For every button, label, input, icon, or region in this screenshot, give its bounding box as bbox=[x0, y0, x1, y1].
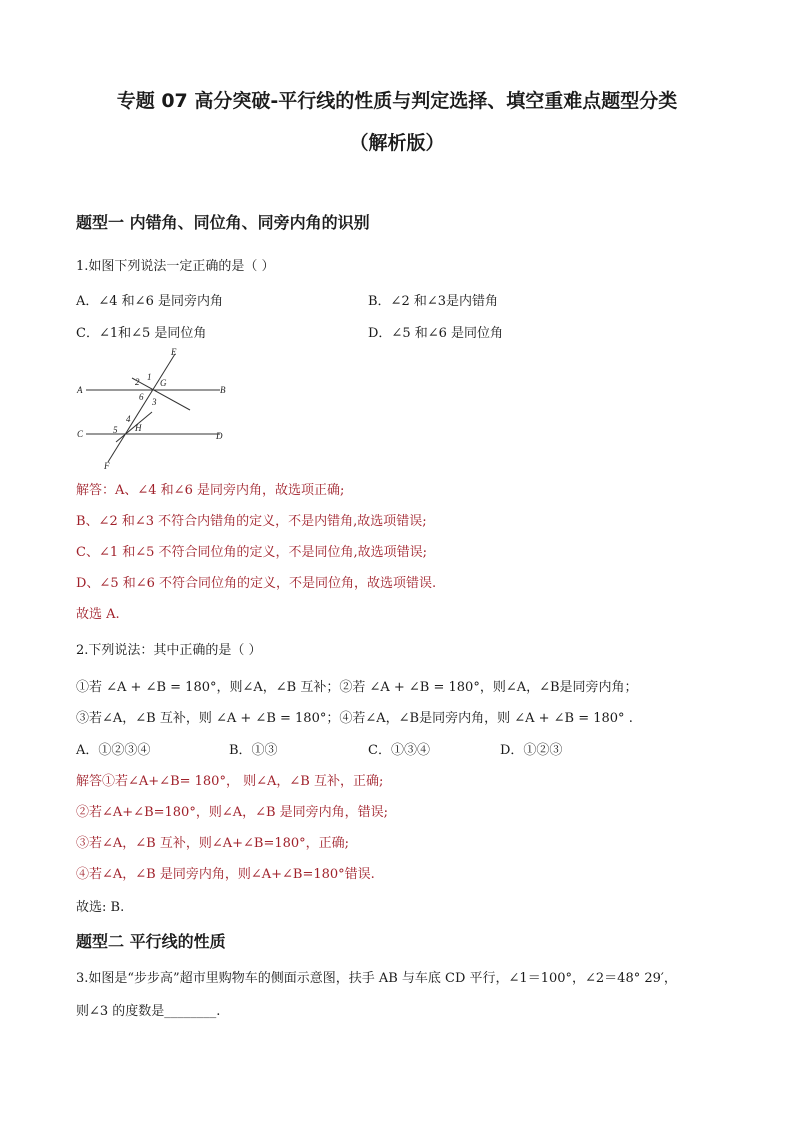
label-c: C bbox=[77, 429, 84, 439]
label-f: F bbox=[104, 461, 110, 471]
label-b: B bbox=[220, 385, 226, 395]
q2-answer-line-4: ④若∠A，∠B 是同旁内角，则∠A+∠B=180°错误. bbox=[76, 867, 375, 882]
label-g: G bbox=[160, 378, 167, 388]
q2-option-d: D．①②③ bbox=[500, 743, 563, 758]
label-d: D bbox=[216, 431, 223, 441]
q2-answer-line-5: 故选: B. bbox=[76, 900, 125, 915]
q2-option-c: C．①③④ bbox=[368, 743, 430, 758]
parallel-lines-figure bbox=[70, 342, 240, 472]
label-h: H bbox=[135, 423, 142, 433]
label-1: 1 bbox=[147, 372, 152, 382]
line-through-h bbox=[116, 412, 152, 442]
q1-answer-line-4: D、∠5 和∠6 不符合同位角的定义，不是同位角，故选项错误. bbox=[76, 576, 437, 591]
q3-stem-2: 则∠3 的度数是________. bbox=[76, 1004, 221, 1019]
label-6: 6 bbox=[139, 392, 144, 402]
label-2: 2 bbox=[135, 377, 140, 387]
label-a: A bbox=[77, 385, 83, 395]
q2-option-b: B．①③ bbox=[229, 743, 278, 758]
q2-answer-line-3: ③若∠A，∠B 互补，则∠A+∠B=180°，正确; bbox=[76, 836, 350, 851]
q1-answer-line-5: 故选 A. bbox=[76, 607, 120, 622]
doc-title: 专题 07 高分突破-平行线的性质与判定选择、填空重难点题型分类 bbox=[116, 90, 678, 112]
q1-option-d: D．∠5 和∠6 是同位角 bbox=[368, 326, 504, 341]
q1-option-b: B．∠2 和∠3是内错角 bbox=[368, 294, 499, 309]
label-e: E bbox=[171, 347, 177, 357]
doc-subtitle: （解析版） bbox=[349, 132, 445, 154]
q2-option-a: A．①②③④ bbox=[76, 743, 151, 758]
transversal-ef bbox=[108, 354, 175, 462]
label-5: 5 bbox=[113, 425, 118, 435]
section-heading-1: 题型一 内错角、同位角、同旁内角的识别 bbox=[76, 213, 370, 232]
q2-answer-line-2: ②若∠A+∠B=180°，则∠A，∠B 是同旁内角，错误; bbox=[76, 805, 389, 820]
q2-statements-1: ①若 ∠A + ∠B = 180°，则∠A，∠B 互补；②若 ∠A + ∠B = 180°，则∠A，∠B是同旁内角； bbox=[76, 680, 638, 695]
q2-statements-2: ③若∠A，∠B 互补，则 ∠A + ∠B = 180°；④若∠A，∠B是同旁内角，则 ∠A + ∠B = 180° . bbox=[76, 711, 633, 726]
q1-answer-line-2: B、∠2 和∠3 不符合内错角的定义，不是内错角,故选项错误; bbox=[76, 514, 427, 529]
q1-stem: 1.如图下列说法一定正确的是（ ） bbox=[76, 259, 275, 274]
q2-stem: 2.下列说法：其中正确的是（ ） bbox=[76, 643, 262, 658]
q3-stem-1: 3.如图是“步步高”超市里购物车的侧面示意图，扶手 AB 与车底 CD 平行，∠1＝100°，∠2＝48° 29′， bbox=[76, 971, 677, 986]
q1-option-a: A．∠4 和∠6 是同旁内角 bbox=[76, 294, 223, 309]
q2-answer-line-1: 解答①若∠A+∠B= 180°， 则∠A，∠B 互补，正确; bbox=[76, 774, 384, 789]
q1-answer-line-1: 解答：A、∠4 和∠6 是同旁内角，故选项正确; bbox=[76, 483, 345, 498]
section-heading-2: 题型二 平行线的性质 bbox=[76, 932, 226, 951]
q1-option-c: C．∠1和∠5 是同位角 bbox=[76, 326, 207, 341]
q1-answer-line-3: C、∠1 和∠5 不符合同位角的定义，不是同位角,故选项错误; bbox=[76, 545, 428, 560]
label-3: 3 bbox=[152, 397, 157, 407]
label-4: 4 bbox=[126, 414, 131, 424]
